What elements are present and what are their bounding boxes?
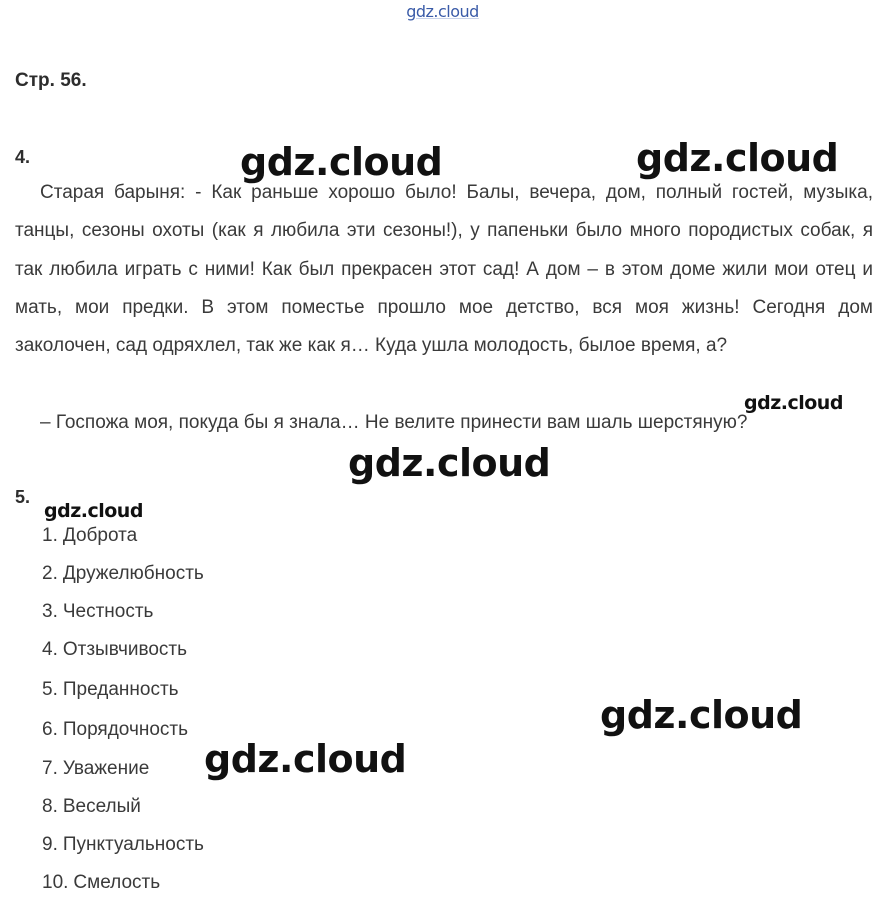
page-reference: Стр. 56.: [15, 70, 87, 91]
list-item: 6. Порядочность: [42, 719, 189, 740]
watermark: gdz.cloud: [240, 140, 443, 184]
watermark: gdz.cloud: [600, 693, 803, 737]
watermark: gdz.cloud: [204, 737, 407, 781]
list-item: 3. Честность: [42, 601, 154, 622]
watermark: gdz.cloud: [744, 392, 843, 414]
task-4-number: 4.: [15, 147, 31, 167]
top-watermark-link[interactable]: gdz.cloud: [406, 2, 479, 21]
watermark: gdz.cloud: [348, 441, 551, 485]
list-item: 8. Веселый: [42, 796, 141, 817]
watermark: gdz.cloud: [44, 500, 143, 522]
list-item: 2. Дружелюбность: [42, 563, 204, 584]
list-item: 10. Смелость: [42, 872, 161, 893]
list-item: 7. Уважение: [42, 758, 150, 779]
list-item: 9. Пунктуальность: [42, 834, 204, 855]
watermark: gdz.cloud: [636, 136, 839, 180]
task-4-reply: – Госпожа моя, покуда бы я знала… Не велите принести вам шаль шерстяную?: [40, 412, 748, 433]
list-item: 1. Доброта: [42, 525, 138, 546]
task-5-number: 5.: [15, 487, 31, 507]
list-item: 5. Преданность: [42, 679, 179, 700]
list-item: 4. Отзывчивость: [42, 639, 188, 660]
qualities-list: [42, 517, 204, 902]
task-4-paragraph: Старая барыня: - Как раньше хорошо было! Балы, вечера, дом, полный гостей, музыка, танцы, сезоны охоты (как я любила эти сезоны!), у папеньки было много породистых собак, я так любила играть с ними! Как был прекрасен этот сад! А дом – в этом доме жили мои отец и мать, мои предки. В этом поместье прошло мое детство, вся моя жизнь! Сегодня дом заколочен, сад одряхлел, так же как я… Куда ушла молодость, былое время, а?: [15, 182, 873, 357]
